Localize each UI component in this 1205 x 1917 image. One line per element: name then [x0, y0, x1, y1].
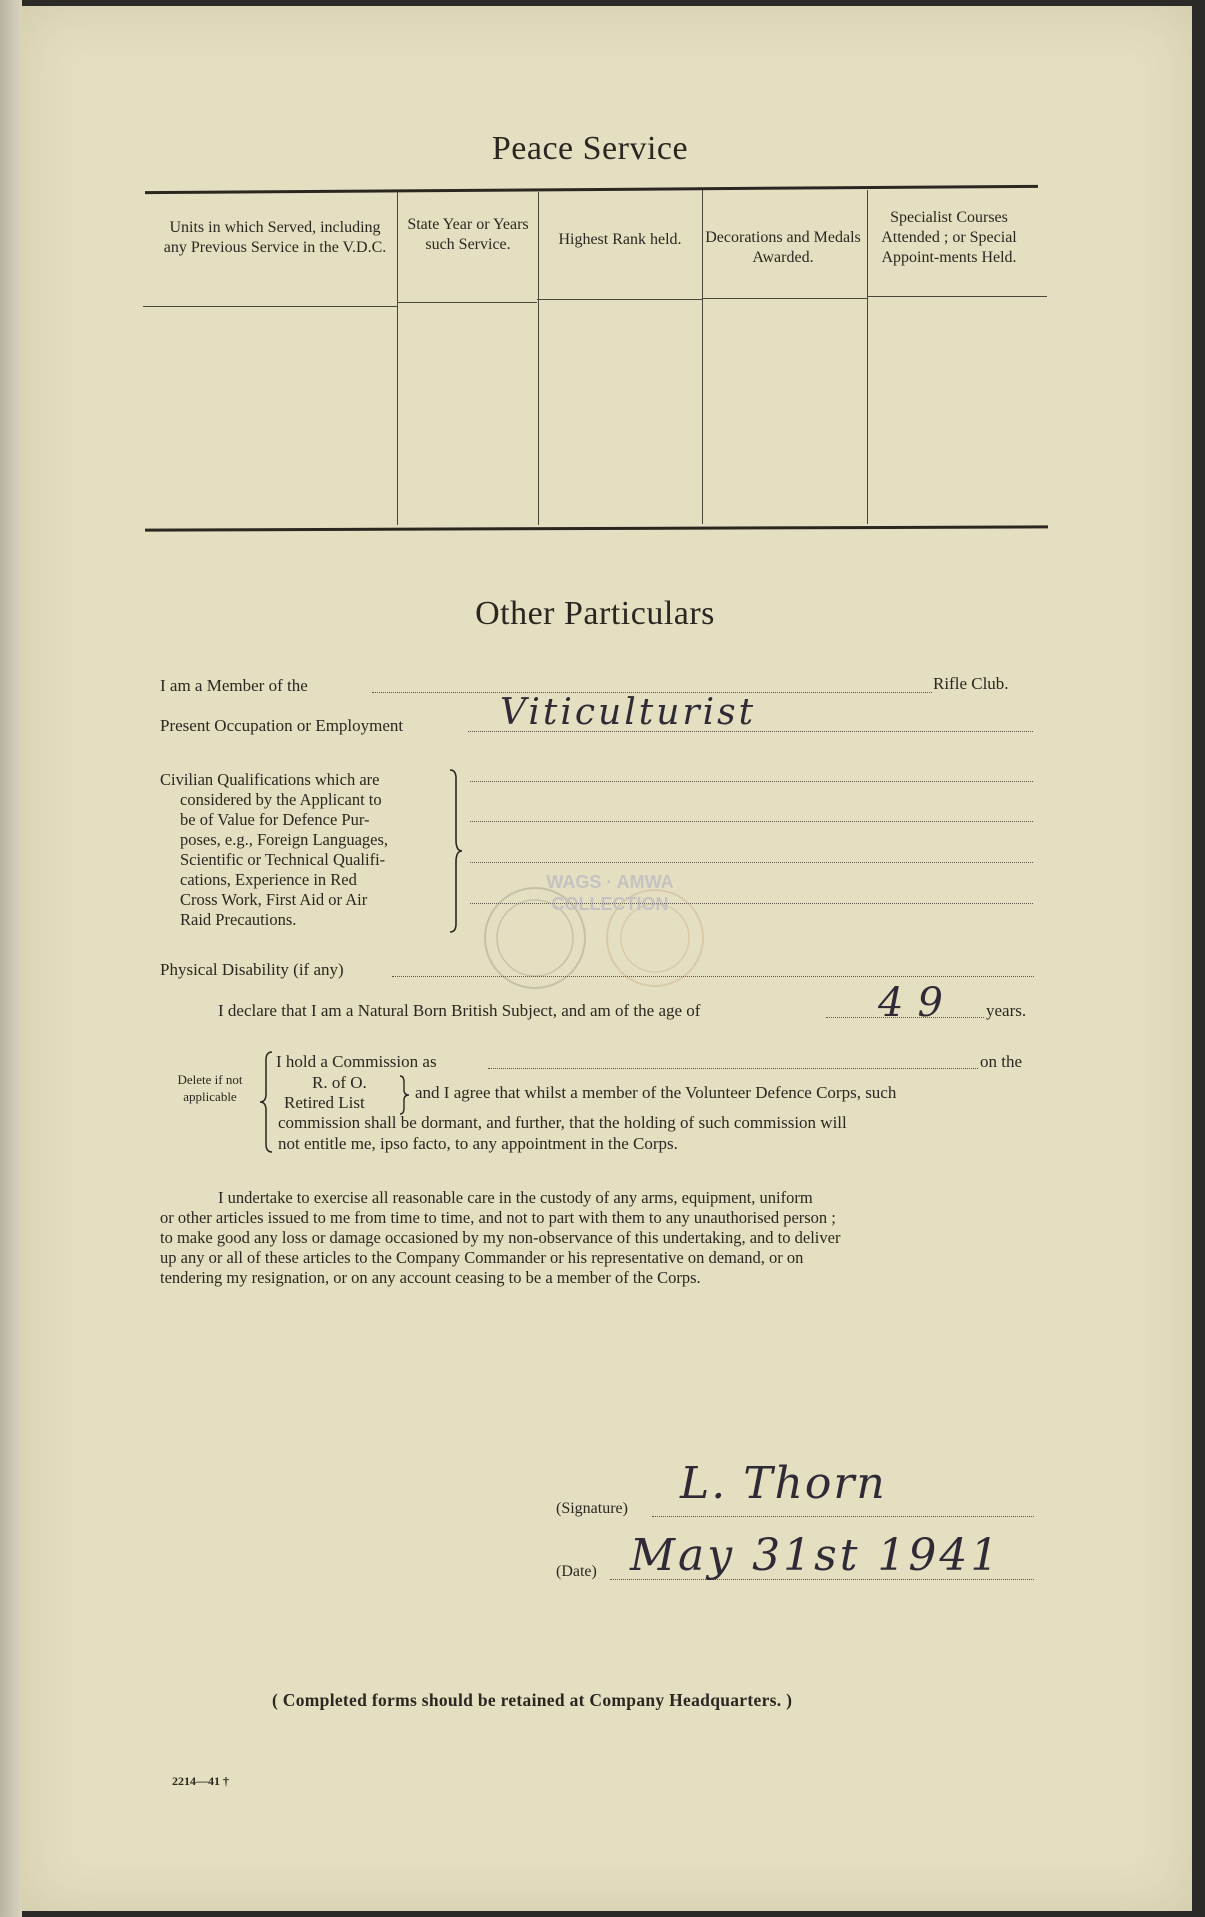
civ-line-7: Cross Work, First Aid or Air [180, 890, 368, 909]
delete-if-not-applicable: Delete if not applicable [177, 1072, 243, 1104]
civ-line-4: poses, e.g., Foreign Languages, [180, 830, 389, 849]
commission-line-4: not entitle me, ipso facto, to any appointment in the Corps. [278, 1134, 678, 1153]
age-handwritten: 49 [878, 980, 957, 1026]
peace-service-title: Peace Service [491, 130, 689, 167]
undertaking-line-4: up any or all of these articles to the Company Commander or his representative on demand, or on [160, 1248, 804, 1267]
undertaking-line-3: to make good any loss or damage occasioned by my non-observance of this undertaking, and to deliver [160, 1228, 841, 1247]
civ-line-6: cations, Experience in Red [180, 870, 357, 889]
col-decorations: Decorations and Medals Awarded. [705, 229, 861, 266]
date-label: (Date) [556, 1563, 597, 1580]
watermark-text-1: WAGS · AMWA [546, 872, 674, 892]
occupation-label: Present Occupation or Employment [160, 716, 404, 735]
civ-line-3: be of Value for Defence Pur- [180, 810, 370, 829]
commission-on-the: on the [980, 1052, 1023, 1071]
civilian-field-3[interactable] [470, 862, 1033, 863]
civilian-field-2[interactable] [470, 821, 1033, 822]
col-years: State Year or Years such Service. [407, 216, 529, 253]
col-units: Units in which Served, including any Previous Service in the V.D.C. [163, 219, 387, 256]
ro-label: R. of O. [312, 1073, 367, 1092]
commission-line-1: I hold a Commission as [276, 1052, 437, 1071]
commission-line-3: commission shall be dormant, and further, that the holding of such commission will [278, 1113, 847, 1132]
civ-line-1: Civilian Qualifications which are [160, 770, 380, 789]
table-header-rule [143, 306, 397, 307]
undertaking-line-2: or other articles issued to me from time to time, and not to part with them to any unauthorised person ; [160, 1208, 836, 1227]
undertaking-paragraph [160, 1188, 1040, 1288]
table-header-rule-2 [397, 302, 537, 303]
retain-note: ( Completed forms should be retained at Company Headquarters. ) [272, 1690, 793, 1710]
collection-watermark [480, 870, 740, 990]
occupation-handwritten: Viticulturist [500, 692, 757, 733]
civ-line-8: Raid Precautions. [180, 910, 297, 929]
disability-label: Physical Disability (if any) [160, 960, 344, 979]
col-divider-4 [867, 190, 868, 524]
declaration-label: I declare that I am a Natural Born British Subject, and am of the age of [218, 1001, 701, 1020]
civilian-qualifications-label [160, 770, 450, 930]
watermark-text-2: COLLECTION [551, 894, 669, 914]
commission-line-2: and I agree that whilst a member of the Volunteer Defence Corps, such [415, 1083, 897, 1102]
table-header-rule-4 [702, 298, 867, 299]
signature-label: (Signature) [556, 1500, 628, 1517]
years-label: years. [986, 1001, 1027, 1020]
col-divider-3 [702, 190, 703, 524]
member-label: I am a Member of the [160, 676, 308, 695]
civilian-brace [448, 768, 464, 934]
col-divider-2 [538, 192, 539, 525]
other-particulars-title: Other Particulars [475, 595, 715, 632]
civilian-field-1[interactable] [470, 781, 1033, 782]
disability-field[interactable] [392, 976, 1034, 977]
table-header-rule-3 [537, 299, 702, 300]
delete-brace [258, 1050, 274, 1154]
commission-field[interactable] [488, 1068, 978, 1069]
civ-line-2: considered by the Applicant to [180, 790, 382, 809]
signature-handwritten: L. Thorn [680, 1458, 887, 1509]
retired-list-label: Retired List [284, 1093, 365, 1112]
civ-line-5: Scientific or Technical Qualifi- [180, 850, 386, 869]
signature-field[interactable] [652, 1516, 1034, 1517]
undertaking-line-1: I undertake to exercise all reasonable care in the custody of any arms, equipment, uniform [218, 1188, 813, 1207]
scan-edge [0, 0, 22, 1917]
col-specialist: Specialist Courses Attended ; or Special Appoint-ments Held. [881, 209, 1017, 266]
undertaking-line-5: tendering my resignation, or on any account ceasing to be a member of the Corps. [160, 1268, 701, 1287]
col-rank: Highest Rank held. [558, 231, 682, 248]
form-number: 2214—41 † [172, 1774, 229, 1788]
table-header-rule-5 [867, 296, 1047, 297]
date-handwritten: May 31st 1941 [630, 1530, 1002, 1581]
col-divider-1 [397, 192, 398, 525]
rifle-club-suffix: Rifle Club. [933, 674, 1009, 693]
ro-brace [398, 1074, 412, 1116]
